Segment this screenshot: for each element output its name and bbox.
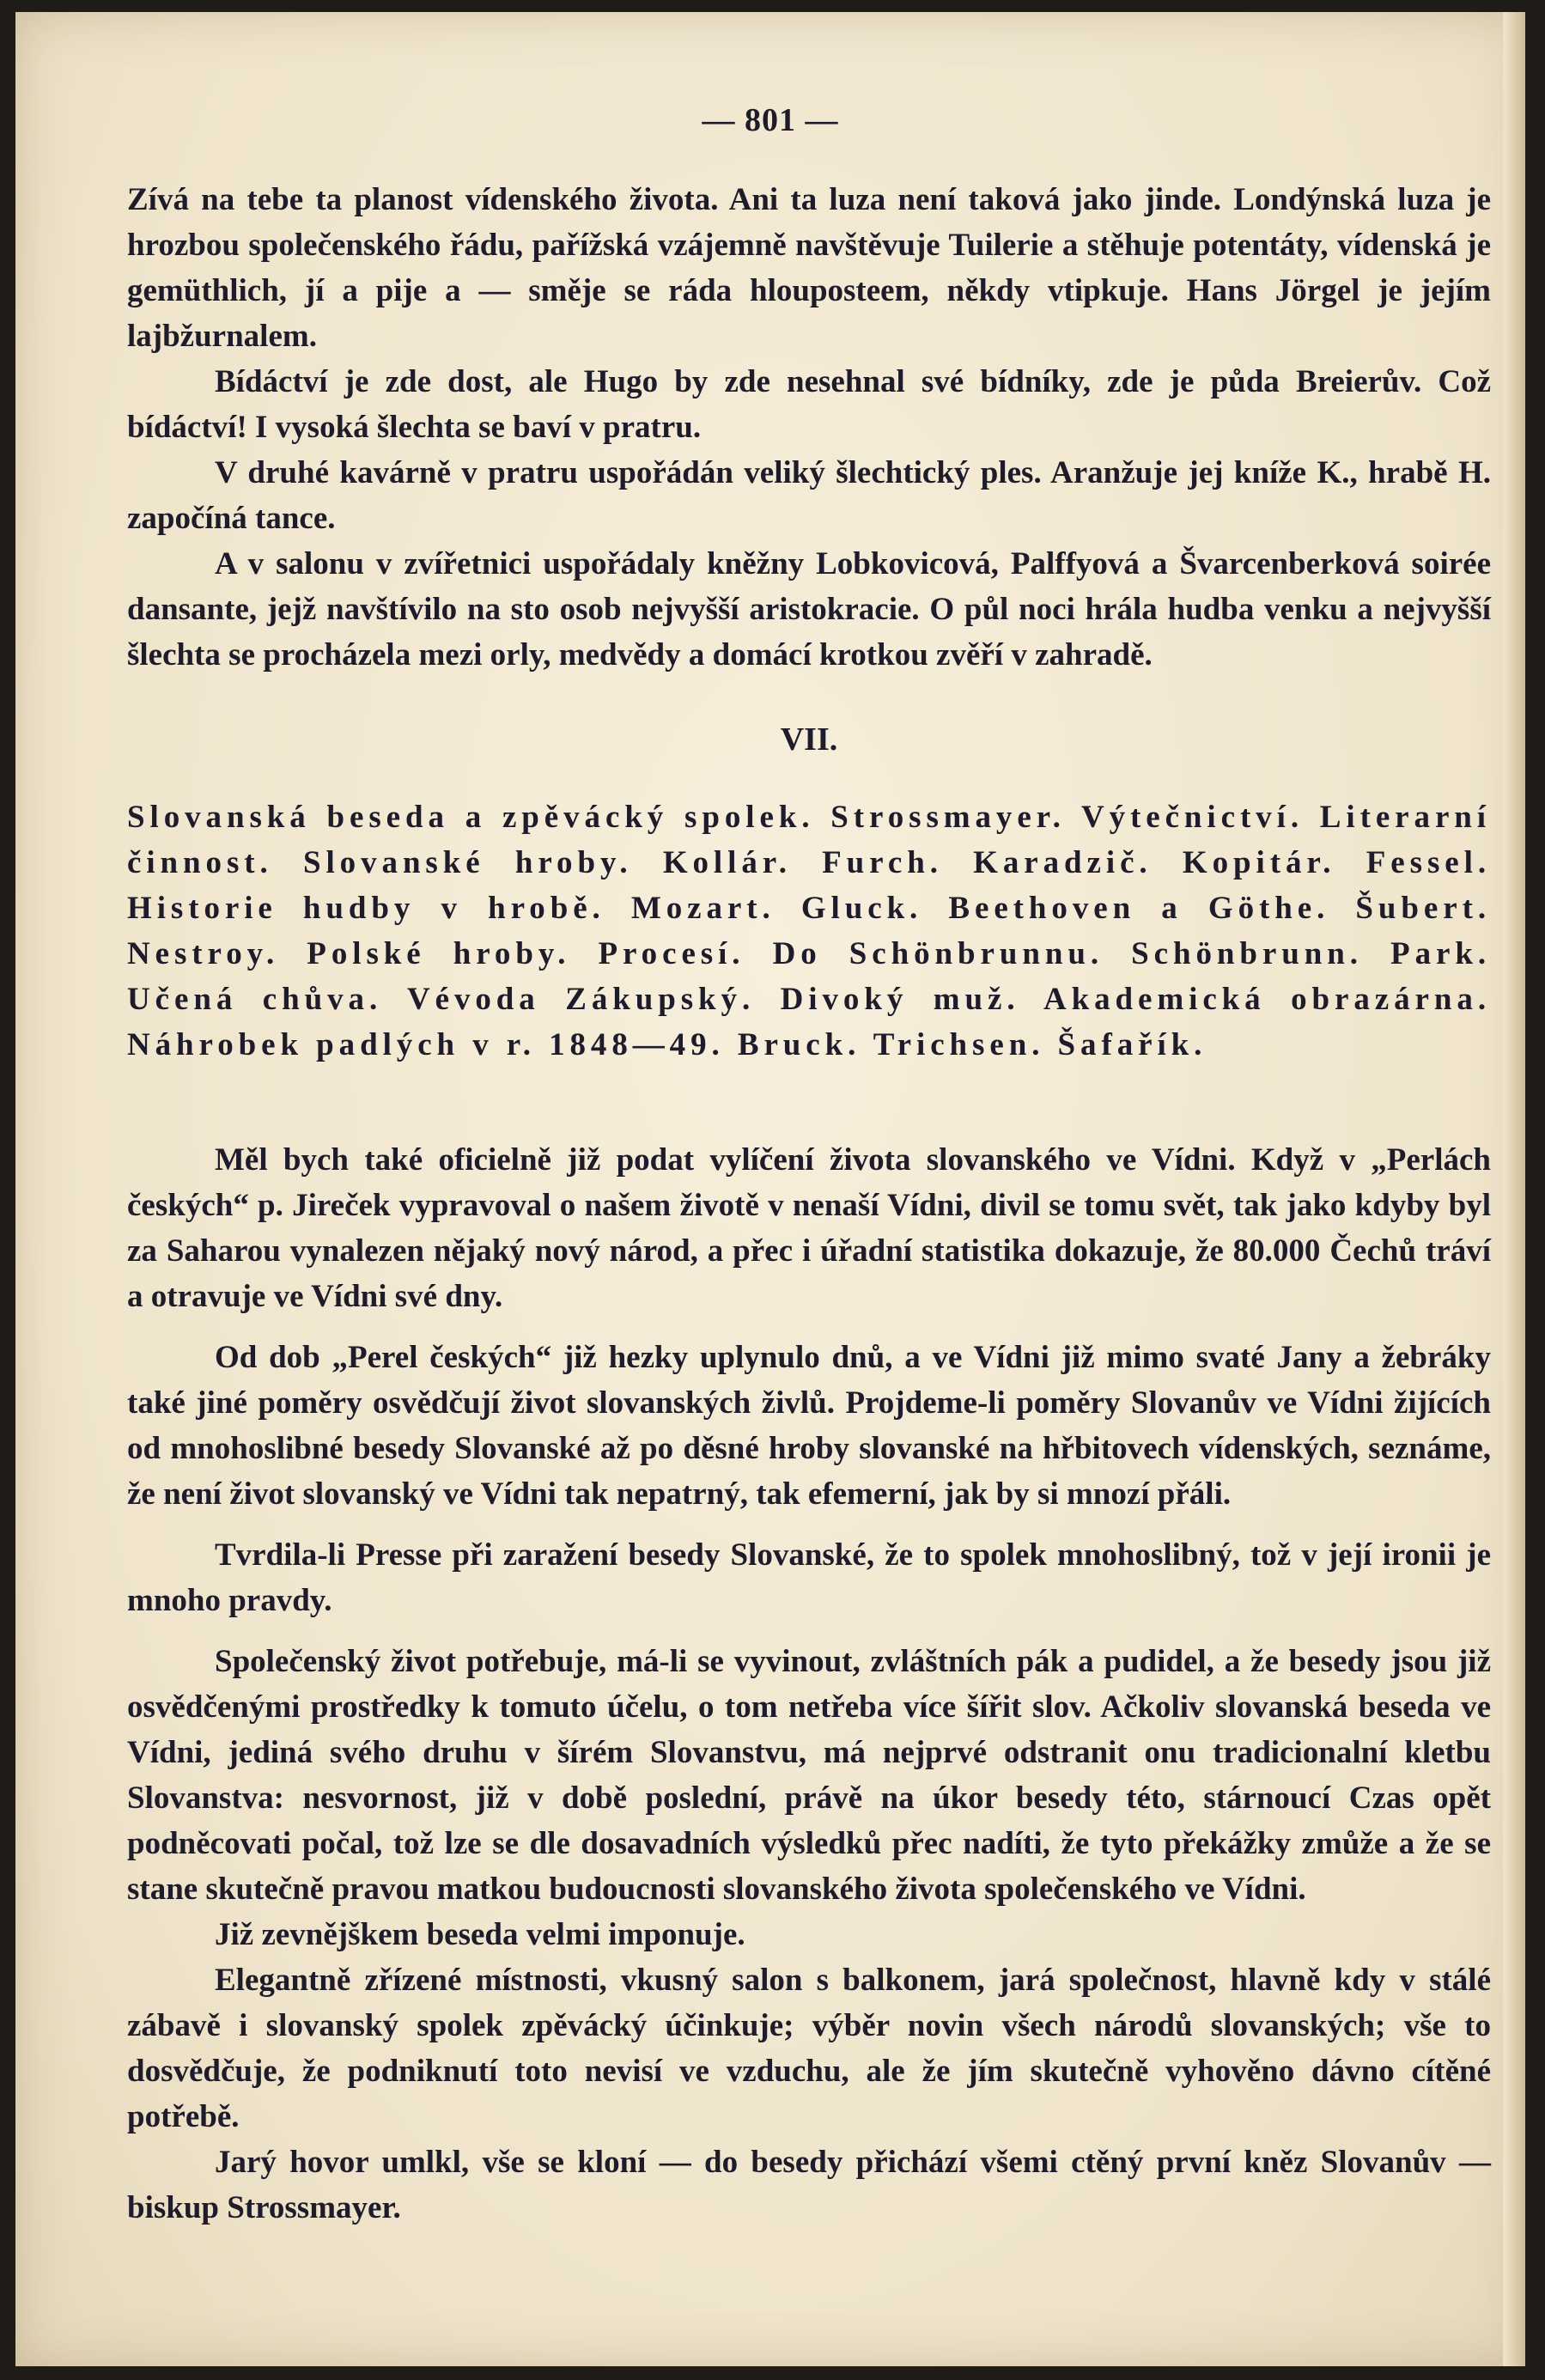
- paragraph: Elegantně zřízené místnosti, vkusný salon s balkonem, jará společnost, hlavně kdy v stálé zábavě i slovanský spolek zpěvácký účinkuje; výběr novin všech národů slovanských; vše to dosvědčuje, že podniknutí toto nevisí ve vzduchu, ale že jím skutečně vyhověno dávno cítěné potřebě.: [127, 1963, 1491, 2134]
- page-number: — 801 —: [702, 102, 839, 138]
- paragraph: A v salonu v zvířetnici uspořádaly kněžny Lobkovicová, Palffyová a Švarcenberková soirée dansante, jejž navštívilo na sto osob nejvyšší aristokracie. O půl noci hrála hudba venku a nejvyšší šlechta se procházela mezi orly, medvědy a domácí krotkou zvěří v zahradě.: [127, 546, 1491, 673]
- paragraph: Měl bych také oficielně již podat vylíčení života slovanského ve Vídni. Když v „Perlách českých“ p. Jireček vypravoval o našem životě v nenaší Vídni, divil se tomu svět, tak jako kdyby byl za Saharou vynalezen nějaký nový národ, a přec i úřadní statistika dokazuje, že 80.000 Čechů tráví a otravuje ve Vídni své dny.: [127, 1142, 1491, 1314]
- paragraph: Od dob „Perel českých“ již hezky uplynulo dnů, a ve Vídni již mimo svaté Jany a žebráky také jiné poměry osvědčují život slovanských živlů. Projdeme-li poměry Slovanův ve Vídni žijících od mnohoslibné besedy Slovanské až po děsné hroby slovanské na hřbitovech vídenských, seznáme, že není život slovanský ve Vídni tak nepatrný, tak efemerní, jak by si mnozí přáli.: [127, 1340, 1491, 1512]
- paragraph: Bídáctví je zde dost, ale Hugo by zde nesehnal své bídníky, zde je půda Breierův. Což bídáctví! I vysoká šlechta se baví v pratru.: [127, 364, 1491, 445]
- spacer: [127, 1099, 1491, 1137]
- paragraph: Tvrdila-li Presse při zaražení besedy Slovanské, že to spolek mnohoslibný, tož v její ironii je mnoho pravdy.: [127, 1537, 1491, 1618]
- paragraph: Společenský život potřebuje, má-li se vyvinout, zvláštních pák a pudidel, a že besedy jsou již osvědčenými prostředky k tomuto účelu, o tom netřeba více šířit slov. Ačkoliv slovanská beseda ve Vídni, jediná svého druhu v šírém Slovanstvu, má nejprvé odstranit onu tradicionalní kletbu Slovanstva: nesvornost, již v době poslední, právě na úkor besedy této, stárnoucí Czas opět podněcovati počal, tož lze se dle dosavadních výsledků přec nadíti, že tyto překážky zmůže a že se stane skutečně pravou matkou budoucnosti slovanského života společenského ve Vídni.: [127, 1644, 1491, 1907]
- paragraph: Již zevnějškem beseda velmi imponuje.: [215, 1917, 745, 1952]
- book-page: [15, 12, 1525, 2366]
- chapter-summary: Slovanská beseda a zpěvácký spolek. Strossmayer. Výtečnictví. Literarní činnost. Slovanské hroby. Kollár. Furch. Karadzič. Kopitár. Fessel. Historie hudby v hrobě. Mozart. Gluck. Beethoven a Göthe. Šubert. Nestroy. Polské hroby. Procesí. Do Schönbrunnu. Schönbrunn. Park. Učená chůva. Vévoda Zákupský. Divoký muž. Akademická obrazárna. Náhrobek padlých v r. 1848—49. Bruck. Trichsen. Šafařík.: [127, 800, 1491, 1062]
- paragraph: V druhé kavárně v pratru uspořádán veliký šlechtický ples. Aranžuje jej kníže K., hrabě H. započíná tance.: [127, 455, 1491, 536]
- page-edge: [1503, 12, 1525, 2366]
- paragraph: Jarý hovor umlkl, vše se kloní — do besedy přichází všemi ctěný první kněz Slovanův — biskup Strossmayer.: [127, 2145, 1491, 2225]
- page-text: [127, 177, 1491, 2231]
- paragraph: Zívá na tebe ta planost vídenského života. Ani ta luza není taková jako jinde. Londýnská luza je hrozbou společenského řádu, pařížská vzájemně navštěvuje Tuilerie a stěhuje potentáty, vídenská je gemüthlich, jí a pije a — směje se ráda hlouposteem, někdy vtipkuje. Hans Jörgel je jejím lajbžurnalem.: [127, 182, 1491, 354]
- section-heading: VII.: [780, 721, 838, 758]
